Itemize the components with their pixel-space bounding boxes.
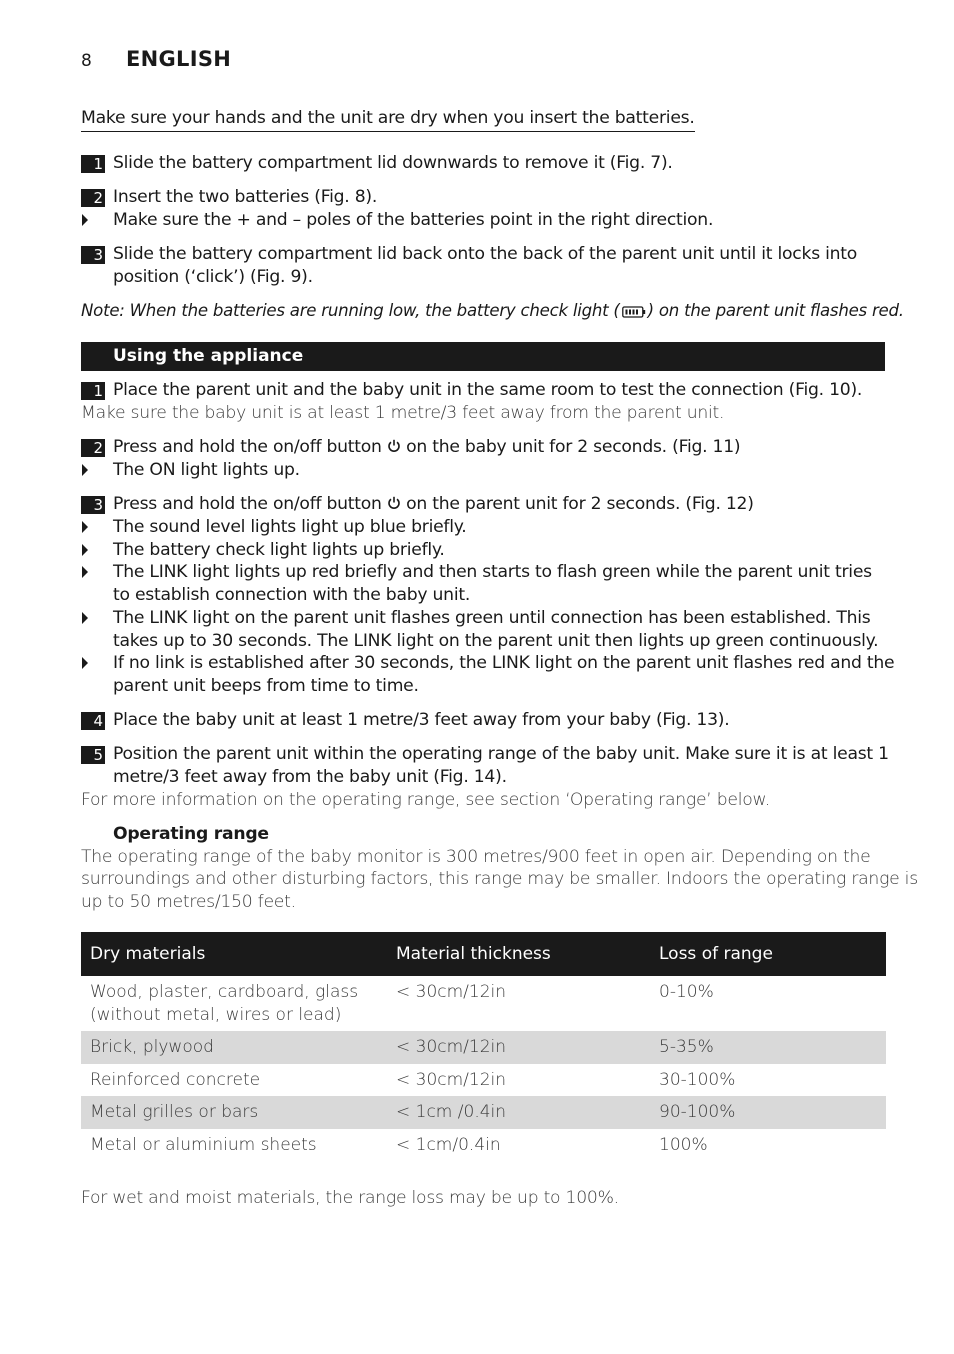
step-number: 1 [81, 382, 105, 400]
step-subtext: For more information on the operating range, see section ‘Operating range’ below. [81, 790, 770, 810]
column-header: Loss of range [650, 932, 886, 976]
step-text-after: on the baby unit for 2 seconds. (Fig. 11) [406, 437, 741, 457]
table-cell: 90-100% [650, 1096, 886, 1129]
step-text-before: Press and hold the on/off button [113, 494, 382, 514]
page-number: 8 [81, 51, 92, 71]
table-cell: Metal grilles or bars [81, 1096, 387, 1129]
note-before: Note: When the batteries are running low, the battery check light ( [81, 301, 620, 320]
bullet-icon [81, 607, 89, 629]
step-text: Place the parent unit and the baby unit in the same room to test the connection (Fig. 10). [113, 380, 863, 400]
bullet-text: The sound level lights light up blue briefly. [113, 517, 467, 537]
materials-table [81, 932, 886, 1161]
bullet-icon [81, 561, 89, 583]
operating-range-title: Operating range [113, 824, 269, 844]
step-text-before: Press and hold the on/off button [113, 437, 382, 457]
bullet-icon [81, 209, 89, 231]
operating-range-text: The operating range of the baby monitor is 300 metres/900 feet in open air. Depending on the [81, 847, 871, 867]
footer-note: For wet and moist materials, the range loss may be up to 100%. [81, 1188, 619, 1208]
bullet-text: The LINK light on the parent unit flashes green until connection has been established. This [113, 608, 871, 628]
table-row [81, 1096, 886, 1129]
step-text: Slide the battery compartment lid downwards to remove it (Fig. 7). [113, 153, 673, 173]
warning-text: Make sure your hands and the unit are dry when you insert the batteries. [81, 107, 695, 132]
step-number: 2 [81, 189, 105, 207]
bullet-text: If no link is established after 30 seconds, the LINK light on the parent unit flashes red and the [113, 653, 895, 673]
table-cell: < 1cm/0.4in [396, 1134, 501, 1155]
step-text: Slide the battery compartment lid back onto the back of the parent unit until it locks into [113, 244, 858, 264]
step-number: 2 [81, 439, 105, 457]
table-cell: Brick, plywood [81, 1031, 387, 1064]
operating-range-text: surroundings and other disturbing factors, this range may be smaller. Indoors the operating range is [81, 869, 918, 889]
step-text: Place the baby unit at least 1 metre/3 feet away from your baby (Fig. 13). [113, 710, 730, 730]
column-header: Dry materials [81, 932, 387, 976]
table-cell: 30-100% [659, 1069, 736, 1090]
step-number: 1 [81, 155, 105, 173]
step-text-after: on the parent unit for 2 seconds. (Fig. 12) [406, 494, 754, 514]
note-after: ) on the parent unit flashes red. [647, 301, 904, 320]
table-cell: < 1cm /0.4in [387, 1096, 650, 1129]
table-cell: Reinforced concrete [90, 1069, 261, 1090]
bullet-text: The LINK light lights up red briefly and then starts to flash green while the parent unit tries [113, 562, 872, 582]
section-title: Using the appliance [113, 346, 304, 366]
table-cell: 5-35% [650, 1031, 886, 1064]
table-cell [81, 976, 387, 1031]
step-text: Insert the two batteries (Fig. 8). [113, 187, 378, 207]
bullet-icon [81, 539, 89, 561]
cell-line: Wood, plaster, cardboard, glass [90, 982, 359, 1002]
column-header: Material thickness [387, 932, 650, 976]
bullet-text-cont: to establish connection with the baby unit. [113, 585, 471, 605]
operating-range-text: up to 50 metres/150 feet. [81, 892, 296, 912]
table-cell: < 30cm/12in [396, 982, 507, 1002]
bullet-icon [81, 652, 89, 674]
bullet-text-cont: takes up to 30 seconds. The LINK light on the parent unit then lights up green continuously. [113, 631, 879, 651]
battery-icon [622, 302, 646, 314]
table-cell: < 30cm/12in [396, 1069, 507, 1090]
note-text [81, 300, 904, 323]
cell-line: (without metal, wires or lead) [90, 1004, 342, 1025]
step-number: 5 [81, 746, 105, 764]
bullet-text: Make sure the + and – poles of the batteries point in the right direction. [113, 210, 714, 230]
table-header-row [81, 932, 886, 976]
table-row [81, 1031, 886, 1064]
step-number: 3 [81, 246, 105, 264]
step-subtext: Make sure the baby unit is at least 1 metre/3 feet away from the parent unit. [81, 403, 725, 423]
step-text-cont: metre/3 feet away from the baby unit (Fig. 14). [113, 767, 507, 787]
power-icon [387, 437, 401, 451]
step-number: 3 [81, 496, 105, 514]
bullet-text: The ON light lights up. [113, 460, 300, 480]
table-cell: 100% [659, 1134, 708, 1155]
bullet-text-cont: parent unit beeps from time to time. [113, 676, 419, 696]
step-text [113, 493, 754, 516]
bullet-text: The battery check light lights up briefly. [113, 540, 445, 560]
step-text [113, 436, 740, 459]
power-icon [387, 494, 401, 508]
table-row [81, 1064, 886, 1097]
bullet-icon [81, 459, 89, 481]
step-text: Position the parent unit within the operating range of the baby unit. Make sure it is at least 1 [113, 744, 889, 764]
step-text-cont: position (‘click’) (Fig. 9). [113, 267, 313, 287]
table-row [81, 976, 886, 1031]
table-row [81, 1129, 886, 1162]
table-cell: Metal or aluminium sheets [90, 1134, 317, 1155]
step-number: 4 [81, 712, 105, 730]
bullet-icon [81, 516, 89, 538]
table-cell: 0-10% [659, 982, 714, 1002]
table-cell: < 30cm/12in [387, 1031, 650, 1064]
page-language-title: ENGLISH [126, 47, 232, 71]
